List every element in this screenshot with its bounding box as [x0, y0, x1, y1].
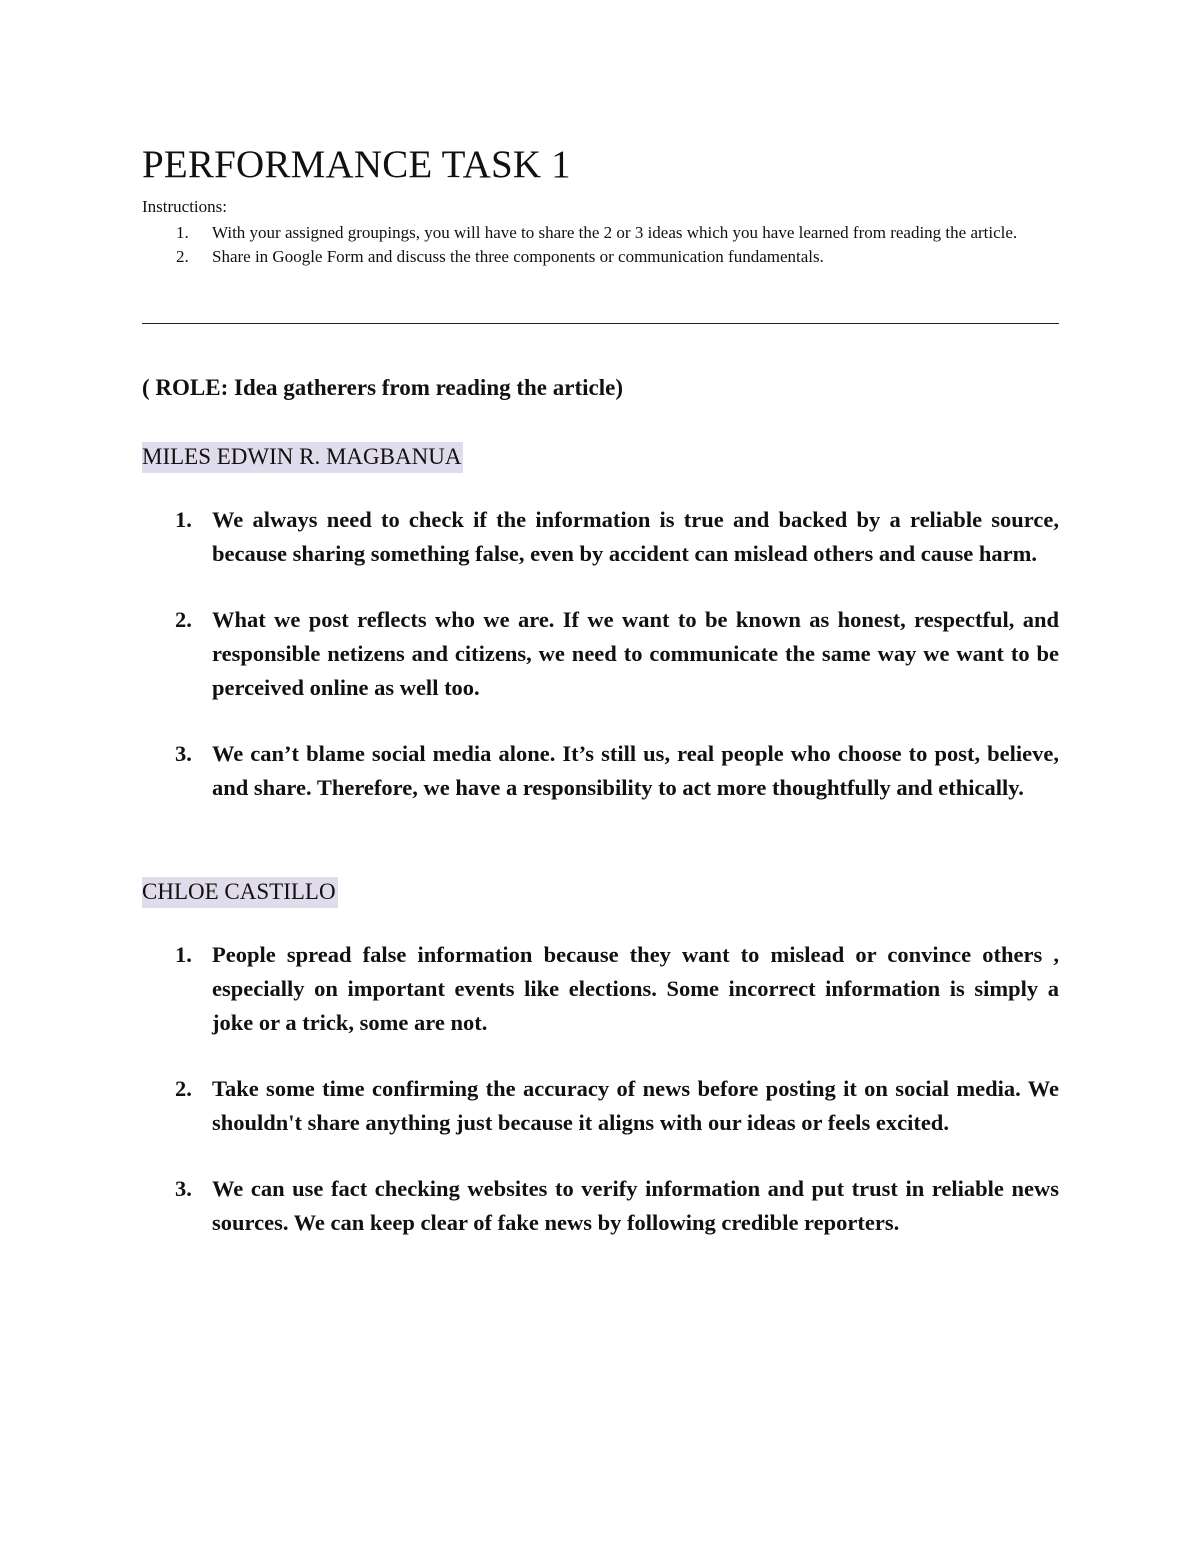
- horizontal-divider: [142, 323, 1059, 324]
- instruction-number: 1.: [176, 223, 189, 242]
- idea-item: [142, 503, 1059, 571]
- page-title: PERFORMANCE TASK 1: [142, 143, 571, 186]
- idea-number: 3.: [175, 741, 192, 766]
- idea-text: What we post reflects who we are. If we want to be known as honest, respectful, and responsible netizens and citizens, we need to communicate the same way we want to be perceived online as well too.: [212, 607, 1059, 700]
- ideas-list: [142, 938, 1059, 1240]
- idea-item: [142, 737, 1059, 805]
- idea-item: [142, 938, 1059, 1040]
- idea-number: 3.: [175, 1176, 192, 1201]
- instruction-item: [142, 221, 1059, 245]
- idea-number: 2.: [175, 1076, 192, 1101]
- idea-text: We can’t blame social media alone. It’s still us, real people who choose to post, believe, and share. Therefore, we have a responsibility to act more thoughtfully and ethically.: [212, 741, 1059, 800]
- idea-text: Take some time confirming the accuracy of news before posting it on social media. We shouldn't share anything just because it aligns with our ideas or feels excited.: [212, 1076, 1059, 1135]
- section-header: [142, 877, 1059, 908]
- role-heading: ( ROLE: Idea gatherers from reading the article): [142, 375, 623, 400]
- idea-item: [142, 1072, 1059, 1140]
- instruction-number: 2.: [176, 247, 189, 266]
- instruction-item: [142, 245, 1059, 269]
- idea-number: 2.: [175, 607, 192, 632]
- idea-text: We can use fact checking websites to verify information and put trust in reliable news sources. We can keep clear of fake news by following credible reporters.: [212, 1176, 1059, 1235]
- ideas-list: [142, 503, 1059, 805]
- idea-item: [142, 1172, 1059, 1240]
- idea-number: 1.: [175, 507, 192, 532]
- idea-item: [142, 603, 1059, 705]
- instructions-label: Instructions:: [142, 197, 227, 216]
- idea-text: We always need to check if the information is true and backed by a reliable source, because sharing something false, even by accident can mislead others and cause harm.: [212, 507, 1059, 566]
- idea-text: People spread false information because they want to mislead or convince others , especially on important events like elections. Some incorrect information is simply a joke or a trick, some are not.: [212, 942, 1059, 1035]
- student-name-highlight: CHLOE CASTILLO: [142, 877, 338, 908]
- instruction-text: With your assigned groupings, you will have to share the 2 or 3 ideas which you have learned from reading the article.: [212, 223, 1018, 242]
- idea-number: 1.: [175, 942, 192, 967]
- instructions-list: [142, 221, 1059, 269]
- section-header: [142, 442, 1059, 473]
- instruction-text: Share in Google Form and discuss the three components or communication fundamentals.: [212, 247, 824, 266]
- student-name-highlight: MILES EDWIN R. MAGBANUA: [142, 442, 463, 473]
